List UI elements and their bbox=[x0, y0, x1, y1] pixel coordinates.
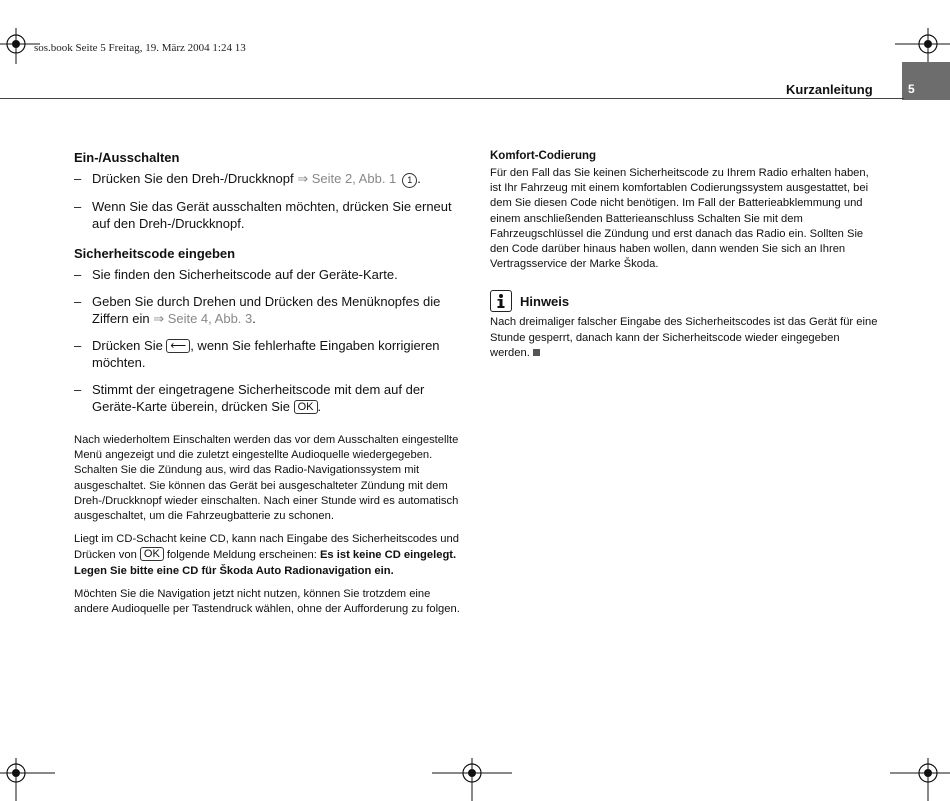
message-text: Es ist keine CD eingelegt. Legen Sie bitte eine CD für Škoda Auto Radionavigation ein. bbox=[74, 549, 457, 577]
header-rule bbox=[0, 98, 904, 99]
page-number: 5 bbox=[908, 82, 915, 96]
section-heading-security-code: Sicherheitscode eingeben bbox=[74, 246, 236, 261]
ok-key-icon: OK bbox=[140, 547, 164, 561]
list-item: – Sie finden den Sicherheitscode auf der Geräte-Karte. bbox=[74, 267, 398, 282]
paragraph: Nach wiederholtem Einschalten werden das vor dem Ausschalten eingestellte Menü angezeigt und die zuletzt eingestellte Audioquelle wiedergegeben. Schalten Sie die Zündung aus, wird das Radio-Navigationssystem mit ausgeschaltet. Sie können das Gerät bei ausgeschalteter Zündung mit dem Dreh-/Druckknopf wieder einschalten. Nach einer Stunde wird es automatisch ausgeschaltet, um die Fahrzeugbatterie zu schonen. bbox=[74, 434, 459, 523]
list-item: – Wenn Sie das Gerät ausschalten möchten, drücken Sie erneut auf den Dreh-/Druckknopf. bbox=[74, 199, 452, 231]
hint-title: Hinweis bbox=[520, 293, 570, 309]
left-column bbox=[74, 150, 464, 625]
registration-mark-icon bbox=[890, 758, 950, 801]
page-number-tab bbox=[902, 62, 950, 100]
hint-text: Nach dreimaliger falscher Eingabe des Sicherheitscodes ist das Gerät für eine Stunde gesperrt, danach kann der Sicherheitscode wieder eingegeben werden. bbox=[490, 316, 878, 359]
paragraph: Möchten Sie die Navigation jetzt nicht nutzen, können Sie trotzdem eine andere Audioquelle per Tastendruck wählen, ohne der Aufforderung zu folgen. bbox=[74, 587, 460, 616]
registration-mark-icon bbox=[895, 28, 950, 64]
cross-reference-link[interactable]: ⇒ Seite 2, Abb. 1 bbox=[297, 171, 397, 186]
paragraph: Für den Fall das Sie keinen Sicherheitscode zu Ihrem Radio erhalten haben, ist Ihr Fahrzeug mit einem komfortablen Codierungssystem ausgestattet, bei dem Sie diesen Code nicht benötigen. Im Fall der Batterieabklemmung und einem anschließenden Batterieanschluss Schalten Sie mit dem Fahrzeugschlüssel die Zündung und erst danach das Radio ein. Sollten Sie den Code darüber hinaus haben wollen, dann wenden Sie sich an Ihren Vertragsservice der Marke Škoda. bbox=[490, 167, 869, 271]
registration-mark-icon bbox=[432, 758, 512, 801]
registration-mark-icon bbox=[0, 758, 55, 801]
info-icon bbox=[490, 290, 512, 312]
list-item: – Stimmt der eingetragene Sicherheitscode mit dem auf der Geräte-Karte überein, drücken Sie OK . bbox=[74, 382, 425, 414]
figure-callout-icon: 1 bbox=[402, 173, 417, 188]
cross-reference-link[interactable]: ⇒ Seite 4, Abb. 3 bbox=[153, 311, 253, 326]
list-item: – Drücken Sie den Dreh-/Druckknopf ⇒ Seite 2, Abb. 1 1 . bbox=[74, 171, 421, 186]
section-heading-comfort-coding: Komfort-Codierung bbox=[490, 150, 597, 162]
ok-key-icon: OK bbox=[294, 400, 318, 414]
paragraph: Liegt im CD-Schacht keine CD, kann nach Eingabe des Sicherheitscodes und Drücken von OK folgende Meldung erscheinen: Es ist keine CD eingelegt. Legen Sie bitte eine CD für Škoda Auto Radionavigation ein. bbox=[74, 533, 459, 577]
section-heading-on-off: Ein-/Ausschalten bbox=[74, 150, 180, 165]
hint-header bbox=[490, 290, 880, 312]
back-arrow-icon: ⟵ bbox=[166, 339, 190, 353]
list-item: – Geben Sie durch Drehen und Drücken des Menüknopfes die Ziffern ein ⇒ Seite 4, Abb. 3. bbox=[74, 294, 441, 326]
list-item: – Drücken Sie ⟵ , wenn Sie fehlerhafte Eingaben korrigieren möchten. bbox=[74, 338, 440, 370]
end-square-icon bbox=[533, 349, 540, 356]
right-column bbox=[490, 150, 880, 369]
page-header-title: Kurzanleitung bbox=[786, 82, 873, 97]
print-slug: sos.book Seite 5 Freitag, 19. März 2004 1:24 13 bbox=[34, 42, 246, 54]
